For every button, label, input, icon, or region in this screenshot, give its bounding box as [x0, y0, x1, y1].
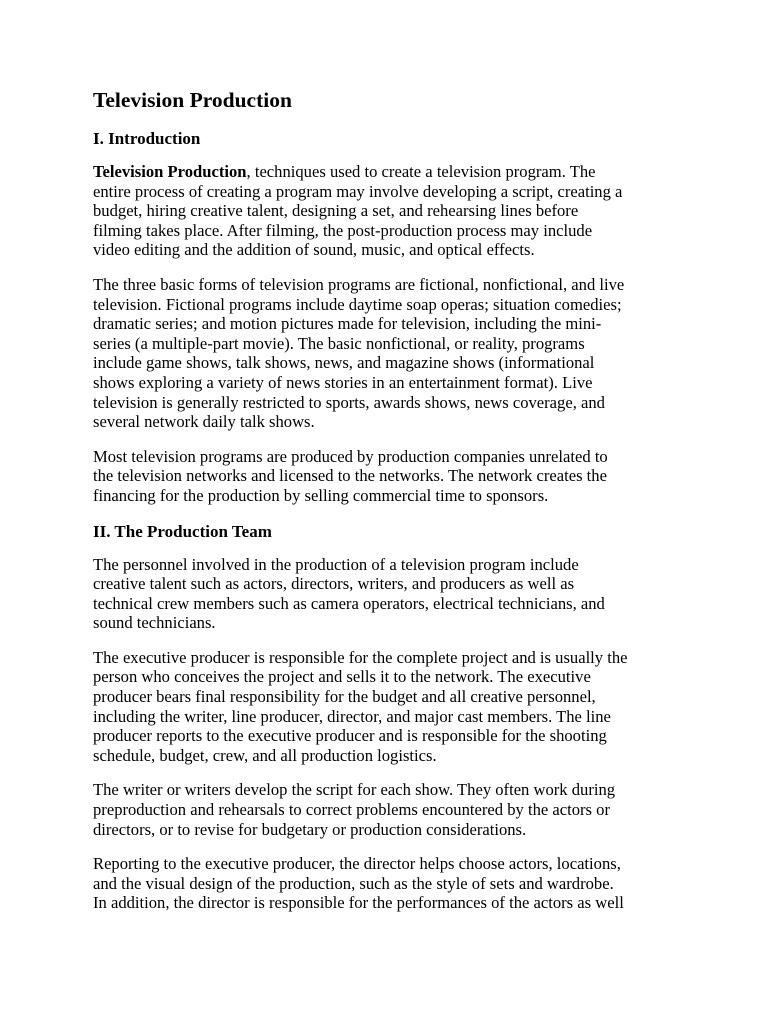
paragraph-line: person who conceives the project and sells it to the network. The executive	[93, 667, 591, 687]
lead-term: Television Production	[93, 162, 247, 181]
paragraph-line: shows exploring a variety of news stories in an entertainment format). Live	[93, 372, 593, 392]
section-production-team	[93, 521, 678, 914]
paragraph-line: television is generally restricted to sports, awards shows, news coverage, and	[93, 392, 605, 412]
paragraph-line: The three basic forms of television programs are fictional, nonfictional, and live	[93, 274, 625, 294]
paragraph-line: filming takes place. After filming, the post-production process may include	[93, 220, 593, 240]
paragraph-line: include game shows, talk shows, news, and magazine shows (informational	[93, 353, 595, 373]
paragraph-line: The personnel involved in the production of a television program include	[93, 554, 579, 574]
paragraph	[93, 780, 678, 839]
paragraph	[93, 275, 678, 432]
paragraph-line: Most television programs are produced by production companies unrelated to	[93, 446, 608, 466]
paragraph-line: creative talent such as actors, directors, writers, and producers as well as	[93, 574, 575, 594]
paragraph-line: preproduction and rehearsals to correct problems encountered by the actors or	[93, 800, 610, 820]
paragraph-line: technical crew members such as camera operators, electrical technicians, and	[93, 593, 605, 613]
section-heading: II. The Production Team	[93, 521, 272, 541]
paragraph-line: video editing and the addition of sound, music, and optical effects.	[93, 240, 535, 260]
paragraph-line: budget, hiring creative talent, designing a set, and rehearsing lines before	[93, 201, 579, 221]
paragraph-line: The writer or writers develop the script for each show. They often work during	[93, 780, 616, 800]
paragraph-line: schedule, budget, crew, and all production logistics.	[93, 745, 437, 765]
line-text: , techniques used to create a television program. The	[246, 162, 596, 181]
paragraph-line: the television networks and licensed to the networks. The network creates the	[93, 466, 607, 486]
paragraph-line: financing for the production by selling commercial time to sponsors.	[93, 485, 549, 505]
paragraph-line: series (a multiple-part movie). The basic nonfictional, or reality, programs	[93, 333, 585, 353]
paragraph-line	[93, 162, 678, 182]
paragraph-line: sound technicians.	[93, 613, 216, 633]
paragraph-line: Reporting to the executive producer, the director helps choose actors, locations,	[93, 854, 621, 874]
document-title: Television Production	[93, 88, 292, 112]
paragraph	[93, 648, 678, 766]
paragraph-line: including the writer, line producer, director, and major cast members. The line	[93, 706, 611, 726]
section-heading: I. Introduction	[93, 129, 201, 148]
document-page	[93, 86, 678, 928]
paragraph-line: and the visual design of the production, such as the style of sets and wardrobe.	[93, 873, 614, 893]
paragraph	[93, 162, 678, 260]
paragraph	[93, 854, 678, 913]
paragraph-line: several network daily talk shows.	[93, 412, 315, 432]
paragraph-line: In addition, the director is responsible for the performances of the actors as well	[93, 893, 624, 913]
paragraph	[93, 447, 678, 506]
paragraph-line: producer bears final responsibility for the budget and all creative personnel,	[93, 687, 596, 707]
paragraph-line: directors, or to revise for budgetary or production considerations.	[93, 819, 527, 839]
paragraph	[93, 555, 678, 633]
paragraph-line: producer reports to the executive producer and is responsible for the shooting	[93, 726, 607, 746]
paragraph-line: The executive producer is responsible for the complete project and is usually the	[93, 647, 628, 667]
paragraph-line: dramatic series; and motion pictures made for television, including the mini-	[93, 314, 602, 334]
paragraph-line: entire process of creating a program may involve developing a script, creating a	[93, 181, 623, 201]
paragraph-line: television. Fictional programs include daytime soap operas; situation comedies;	[93, 294, 622, 314]
section-introduction	[93, 128, 678, 506]
